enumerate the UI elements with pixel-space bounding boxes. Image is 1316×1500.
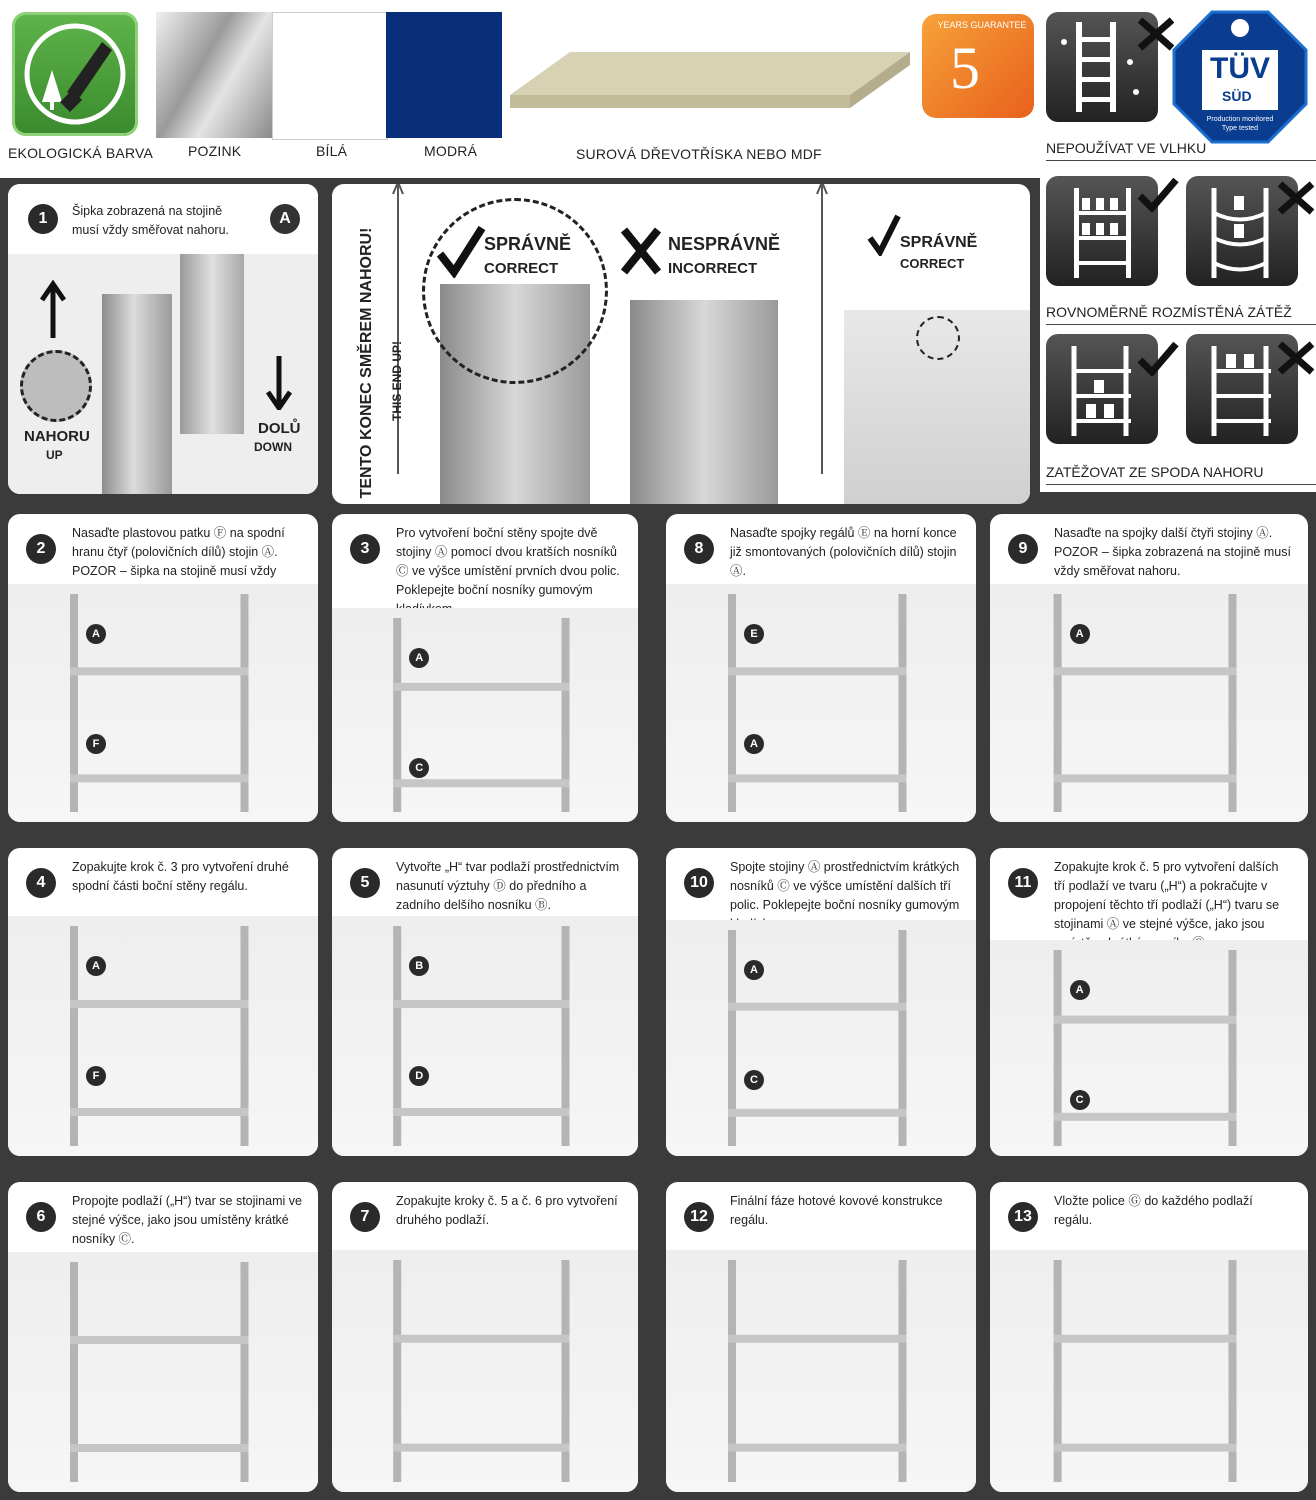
swatch-label-galvanized: POZINK bbox=[188, 143, 242, 159]
arrow-up-icon bbox=[38, 280, 68, 340]
step-text: Vložte police Ⓖ do každého podlaží regálu. bbox=[1054, 1194, 1253, 1227]
checkmark-icon bbox=[1136, 340, 1180, 376]
step-panel-8 bbox=[666, 514, 976, 822]
guarantee-text: YEARS GUARANTEE bbox=[937, 20, 1027, 30]
shelving-illustration bbox=[332, 608, 638, 822]
step-text: Šipka zobrazená na stojině musí vždy směřovat nahoru. bbox=[72, 204, 230, 237]
step-photo bbox=[8, 916, 318, 1156]
step-number: 4 bbox=[26, 868, 56, 898]
step-number: 13 bbox=[1008, 1202, 1038, 1232]
step-number: 10 bbox=[684, 868, 714, 898]
cross-icon bbox=[1276, 180, 1316, 216]
part-label: A bbox=[744, 960, 764, 980]
swatch-label-white: BÍLÁ bbox=[316, 143, 348, 159]
orientation-panel bbox=[332, 184, 1030, 504]
shelving-illustration bbox=[8, 916, 318, 1156]
chipboard-label: SUROVÁ DŘEVOTŘÍSKA NEBO MDF bbox=[576, 146, 822, 162]
step-text: Nasaďte na spojky další čtyři stojiny Ⓐ. POZOR – šipka zobrazená na stojině musí vždy směřovat nahoru. bbox=[1054, 526, 1291, 578]
step-number: 11 bbox=[1008, 868, 1038, 898]
step-number: 8 bbox=[684, 534, 714, 564]
incorrect-label: NESPRÁVNĚ bbox=[668, 234, 781, 254]
down-label: DOLŮ bbox=[258, 420, 301, 437]
step-photo bbox=[666, 1250, 976, 1492]
step-text: Nasaďte spojky regálů Ⓔ na horní konce již smontovaných (polovičních dílů) stojin Ⓐ. bbox=[730, 526, 957, 578]
step-panel-6 bbox=[8, 1182, 318, 1492]
step-number: 2 bbox=[26, 534, 56, 564]
step-number: 6 bbox=[26, 1202, 56, 1232]
step-number: 9 bbox=[1008, 534, 1038, 564]
cross-icon bbox=[1276, 340, 1316, 376]
correct-label-en: CORRECT bbox=[900, 256, 965, 271]
shelving-illustration bbox=[332, 916, 638, 1156]
part-label: D bbox=[409, 1066, 429, 1086]
part-label: A bbox=[86, 956, 106, 976]
part-label: C bbox=[1070, 1090, 1090, 1110]
shelving-illustration bbox=[666, 920, 976, 1156]
arrow-detail-circle bbox=[20, 350, 92, 422]
step-photo bbox=[990, 584, 1308, 822]
up-label-en: UP bbox=[46, 448, 63, 462]
incorrect-label-en: INCORRECT bbox=[668, 260, 758, 277]
step-number: 7 bbox=[350, 1202, 380, 1232]
step-panel-12 bbox=[666, 1182, 976, 1492]
step-number: 5 bbox=[350, 868, 380, 898]
chipboard-shelf-image bbox=[510, 50, 910, 110]
part-label: A bbox=[409, 648, 429, 668]
down-label-en: DOWN bbox=[254, 440, 292, 454]
shelving-illustration bbox=[666, 1250, 976, 1492]
divider bbox=[1046, 484, 1316, 485]
cross-icon bbox=[1136, 16, 1176, 52]
swatch-blue bbox=[386, 12, 502, 138]
step-panel-4 bbox=[8, 848, 318, 1156]
part-label: A bbox=[744, 734, 764, 754]
guarantee-number: 5 bbox=[950, 35, 980, 101]
step-photo bbox=[990, 940, 1308, 1156]
step-panel-3 bbox=[332, 514, 638, 822]
step-text: Vytvořte „H“ tvar podlaží prostřednictvím nasunutí výztuhy Ⓓ do předního a zadního delšího nosníku Ⓑ. bbox=[396, 860, 620, 912]
step-photo bbox=[8, 1252, 318, 1492]
step-text: Zopakujte krok č. 5 pro vytvoření dalších tří podlaží ve tvaru („H“) a pokračujte v propojení těchto tří podlaží („H“) tvaru se stojinami Ⓐ ve stejné výšce, jako jsou bbox=[1054, 860, 1280, 931]
divider bbox=[1046, 160, 1316, 161]
step-photo bbox=[332, 608, 638, 822]
cross-icon bbox=[618, 224, 664, 278]
eco-paint-icon bbox=[12, 12, 138, 136]
checkmark-icon bbox=[866, 212, 902, 256]
up-label: NAHORU bbox=[24, 428, 90, 445]
step-panel-7 bbox=[332, 1182, 638, 1492]
step-photo bbox=[332, 1250, 638, 1492]
shelving-illustration bbox=[666, 584, 976, 822]
checkmark-icon bbox=[436, 224, 486, 278]
step-photo bbox=[666, 920, 976, 1156]
part-label: C bbox=[409, 758, 429, 778]
part-label: E bbox=[744, 624, 764, 644]
step-panel-2 bbox=[8, 514, 318, 822]
part-label: A bbox=[1070, 980, 1090, 1000]
part-label: F bbox=[86, 1066, 106, 1086]
eco-label: EKOLOGICKÁ BARVA bbox=[8, 145, 154, 161]
checkmark-icon bbox=[1136, 176, 1180, 212]
part-label: C bbox=[744, 1070, 764, 1090]
step-text: Zopakujte krok č. 3 pro vytvoření druhé spodní části boční stěny regálu. bbox=[72, 860, 289, 893]
arrow-down-icon bbox=[264, 354, 294, 410]
this-end-up-label-en: THIS END UP! bbox=[390, 341, 404, 422]
arrow-up-icon bbox=[816, 184, 828, 484]
step-panel-11 bbox=[990, 848, 1308, 1156]
shelving-illustration bbox=[990, 940, 1308, 1156]
upright-incorrect-image bbox=[630, 300, 778, 504]
step-text: Spojte stojiny Ⓐ prostřednictvím krátkých nosníků Ⓒ ve výšce umístění dalších tří polic. Poklepejte boční nosníky gumovým bbox=[730, 860, 960, 912]
shelving-illustration bbox=[990, 584, 1308, 822]
warning-label-moisture: NEPOUŽÍVAT VE VLHKU bbox=[1046, 140, 1207, 156]
shelving-illustration bbox=[332, 1250, 638, 1492]
swatch-white bbox=[272, 12, 388, 140]
step-panel-10 bbox=[666, 848, 976, 1156]
shelving-illustration bbox=[8, 584, 318, 822]
upright-post-image bbox=[102, 294, 172, 494]
shelving-illustration bbox=[990, 1250, 1308, 1492]
step-text: Propojte podlaží („H“) tvar se stojinami ve stejné výšce, jako jsou umístěny krátké nosníky Ⓒ. bbox=[72, 1194, 302, 1246]
part-label: F bbox=[86, 734, 106, 754]
swatch-galvanized bbox=[156, 12, 272, 138]
step-photo bbox=[8, 584, 318, 822]
warning-label-bottom-up: ZATĚŽOVAT ZE SPODA NAHORU bbox=[1046, 464, 1264, 480]
divider bbox=[1046, 324, 1316, 325]
step-text: Pro vytvoření boční stěny spojte dvě stojiny Ⓐ pomocí dvou kratších nosníků Ⓒ ve výšce umístění prvních dvou polic. Poklepejte boční nosníky gumovým bbox=[396, 526, 620, 597]
step-number: 12 bbox=[684, 1202, 714, 1232]
shelving-illustration bbox=[8, 1252, 318, 1492]
this-end-up-label: TENTO KONEC SMĚREM NAHORU! bbox=[358, 227, 375, 499]
step-panel-13 bbox=[990, 1182, 1308, 1492]
tuv-sub: SÜD bbox=[1222, 88, 1252, 104]
correct-label: SPRÁVNĚ bbox=[484, 234, 572, 254]
step-text: Zopakujte kroky č. 5 a č. 6 pro vytvoření druhého podlaží. bbox=[396, 1194, 618, 1227]
guarantee-badge bbox=[922, 14, 1034, 118]
step-photo bbox=[332, 916, 638, 1156]
tuv-note-1: Production monitored bbox=[1206, 116, 1274, 123]
step-panel-5 bbox=[332, 848, 638, 1156]
step-number: 3 bbox=[350, 534, 380, 564]
correct-label-en: CORRECT bbox=[484, 260, 559, 277]
step-panel-9 bbox=[990, 514, 1308, 822]
step-photo bbox=[666, 584, 976, 822]
part-badge: A bbox=[270, 204, 300, 234]
step-photo bbox=[990, 1250, 1308, 1492]
tuv-note-2: Type tested bbox=[1221, 125, 1259, 132]
warning-label-even-load: ROVNOMĚRNĚ ROZMÍSTĚNÁ ZÁTĚŽ bbox=[1046, 304, 1292, 320]
correct-label: SPRÁVNĚ bbox=[900, 234, 978, 251]
detail-circle bbox=[916, 316, 960, 360]
step-panel-1 bbox=[8, 184, 318, 494]
tuv-brand: TÜV bbox=[1210, 52, 1270, 85]
part-label: A bbox=[1070, 624, 1090, 644]
step-number: 1 bbox=[28, 204, 58, 234]
step-text: Nasaďte plastovou patku Ⓕ na spodní hranu čtyř (polovičních dílů) stojin Ⓐ. POZOR – šipka na stojině musí vždy bbox=[72, 526, 285, 578]
part-label: A bbox=[86, 624, 106, 644]
step-text: Finální fáze hotové kovové konstrukce regálu. bbox=[730, 1194, 943, 1227]
swatch-label-blue: MODRÁ bbox=[424, 143, 478, 159]
upright-post-image bbox=[180, 254, 244, 434]
tuv-sud-logo bbox=[1172, 10, 1308, 144]
part-label: B bbox=[409, 956, 429, 976]
